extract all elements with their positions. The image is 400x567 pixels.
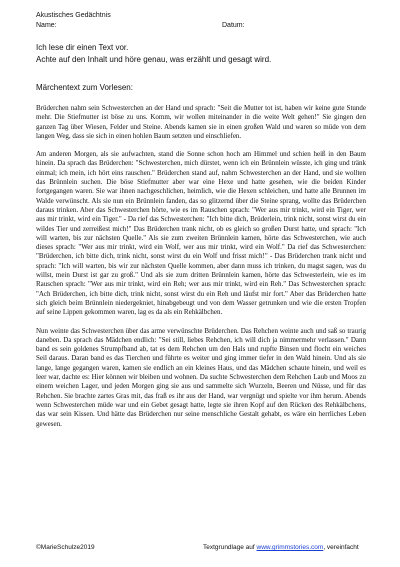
source-credit xyxy=(203,544,359,551)
source-prefix: Textgrundlage auf xyxy=(203,544,255,551)
story-paragraph: Nun weinte das Schwesterchen über das arme verwünschte Brüderchen. Das Rehchen weinte auch und saß so traurig daneben. Da sprach das Mädchen endlich: "Sei still, liebes Rehchen, ich will dich ja nimmermehr verlassen." Dann band es sein goldenes Strumpfband ab, tat es dem Rehchen um den Hals und rupfte Binsen und flocht ein weiches Seil daraus. Daran band es das Tierchen und führte es weiter und ging immer tiefer in den Wald hinein. Und als sie lange, lange gegangen waren, kamen sie endlich an ein kleines Haus, und das Mädchen schaute hinein, und weil es leer war, dachte es: Hier können wir bleiben und wohnen. Da suchte Schwesterchen dem Rehchen Laub und Moos zu einem weichen Lager, und jeden Morgen ging sie aus und sammelte sich Wurzeln, Beeren und Nüsse, und für das Rehchen. Sie brachte zartes Gras mit, das fraß es ihr aus der Hand, war vergnügt und spielte vor ihm herum. Abends wenn Schwesterchen müde war und ein Gebet gesagt hatte, legte sie ihren Kopf auf den Rücken des Rehkälbchens, das war sein Kissen. Und hätte das Brüderchen nur seine menschliche Gestalt gehabt, es wäre ein herrliches Leben gewesen. xyxy=(36,326,366,428)
instruction-line: Achte auf den Inhalt und höre genau, was erzählt und gesagt wird. xyxy=(36,55,272,64)
story-paragraph: Brüderchen nahm sein Schwesterchen an der Hand und sprach: "Seit die Mutter tot ist, haben wir keine gute Stunde mehr. Die Stiefmutter ist böse zu uns. Komm, wir wollen miteinander in die weite Welt gehen!" Sie gingen den ganzen Tag über Wiesen, Felder und Steine. Abends kamen sie in einen großen Wald und waren so müde von dem langen Weg, dass sie sich in einen hohlen Baum setzten und einschliefen. xyxy=(36,104,366,140)
date-field-label: Datum: xyxy=(222,22,245,29)
section-title: Märchentext zum Vorlesen: xyxy=(36,83,133,92)
name-field-label: Name: xyxy=(36,22,57,29)
story-text xyxy=(36,104,366,438)
copyright-notice: ©MarieSchulze2019 xyxy=(36,544,95,551)
worksheet-title: Akustisches Gedächtnis xyxy=(36,12,111,19)
story-paragraph: Am anderen Morgen, als sie aufwachten, stand die Sonne schon hoch am Himmel und schien heiß in den Baum hinein. Da sprach das Brüderchen: "Schwesterchen, mich dürstet, wenn ich ein Brünnlein wüsste, ich ging und tränk einmal; ich mein, ich hört eins rauschen." Brüderchen stand auf, nahm Schwesterchen an der Hand, und sie wollten das Brünnlein suchen. Die böse Stiefmutter aber war eine Hexe und hatte gesehen, wie die beiden Kinder fortgegangen waren. Sie war ihnen nachgeschlichen, heimlich, wie die Hexen schleichen, und hatte alle Brunnen im Walde verwünscht. Als sie nun ein Brünnlein fanden, das so glitzernd über die Steine sprang, wollte das Brüderchen daraus trinken. Aber das Schwesterchen hörte, wie es im Rauschen sprach: "Wer aus mir trinkt, wird ein Tiger, wer aus mir trinkt, wird ein Tiger." - Da rief das Schwesterchen: "Ich bitte dich, Brüderlein, trink nicht, sonst wirst du ein wildes Tier und zerreißest mich!" Das Brüderchen trank nicht, ob es gleich so großen Durst hatte, und sprach: "Ich will warten, bis zur nächsten Quelle." Als sie zum zweiten Brünnlein kamen, hörte das Schwesterchen, wie auch dieses sprach: "Wer aus mir trinkt, wird ein Wolf, wer aus mir trinkt, wird ein Wolf." Da rief das Schwesterchen: "Brüderchen, ich bitte dich, trink nicht, sonst wirst du ein Wolf und frisst mich!" - Das Brüderchen trank nicht und sprach: "Ich will warten, bis wir zur nächsten Quelle kommen, aber dann muss ich trinken, du magst sagen, was du willst, mein Durst ist gar zu groß." Und als sie zum dritten Brünnlein kamen, hörte das Schwesterlein, wie es im Rauschen sprach: "Wer aus mir trinkt, wird ein Reh; wer aus mir trinkt, wird ein Reh." Das Schwesterchen sprach: "Ach Brüderchen, ich bitte dich, trink nicht, sonst wirst du ein Reh und läufst mir fort." Aber das Brüderchen hatte sich gleich beim Brünnlein niedergekniet, hinabgebeugt und von dem Wasser getrunken und wie die ersten Tropfen auf seine Lippen gekommen waren, lag es da als ein Rehkälbchen. xyxy=(36,150,366,317)
source-link[interactable]: www.grimmstories.com xyxy=(256,544,324,551)
instructions xyxy=(36,42,366,66)
instruction-line: Ich lese dir einen Text vor. xyxy=(36,43,129,52)
source-suffix: , vereinfacht xyxy=(323,544,359,551)
